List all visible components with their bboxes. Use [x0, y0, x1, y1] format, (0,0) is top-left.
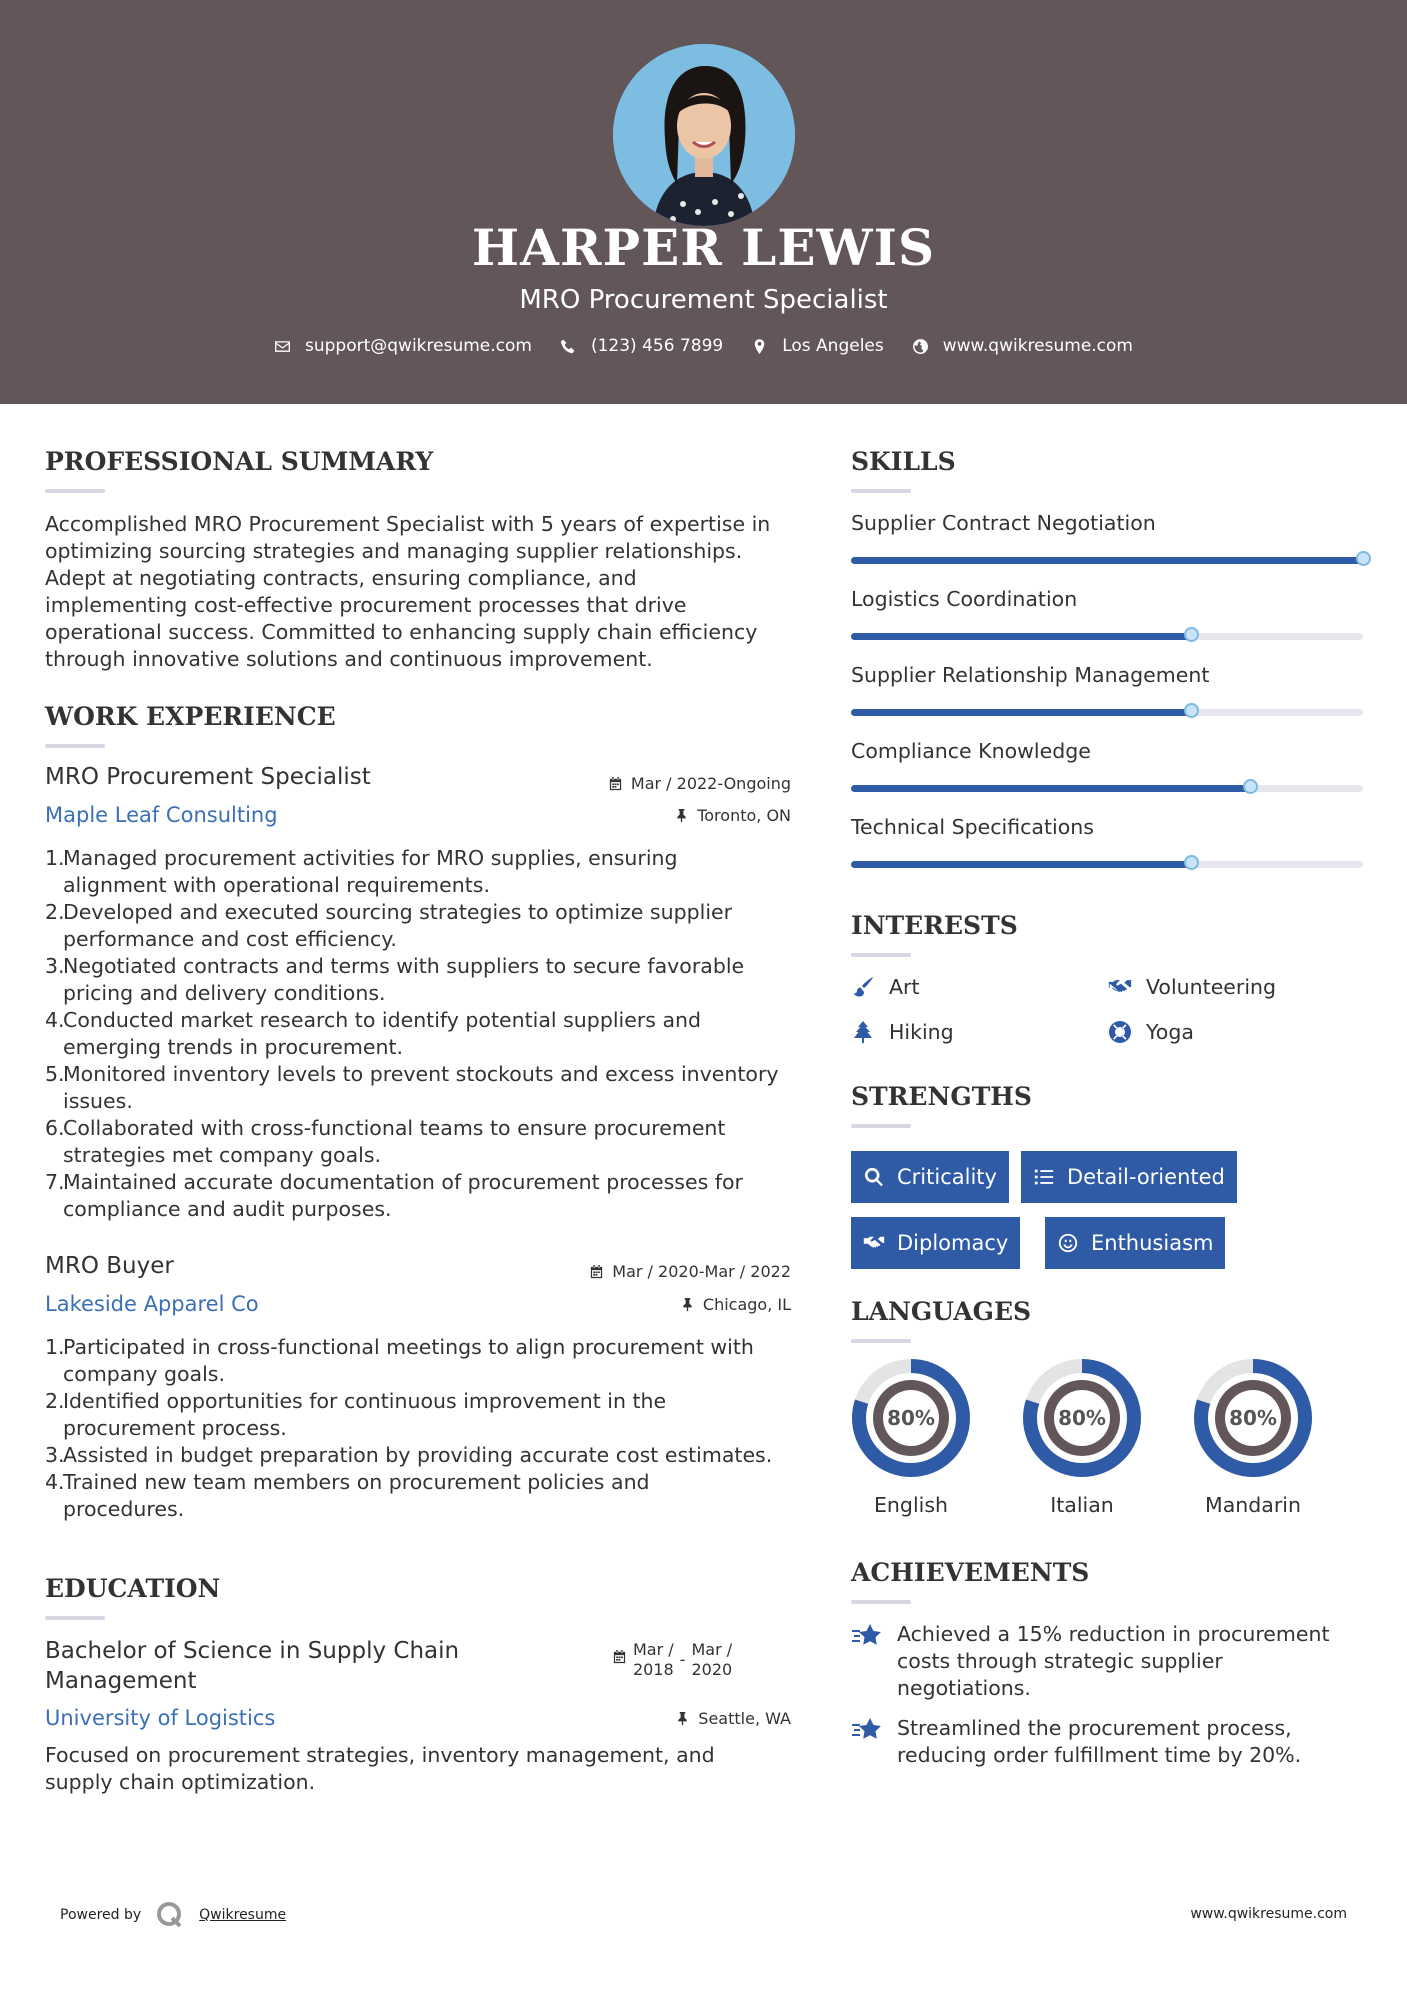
skill-label: Compliance Knowledge	[851, 739, 1091, 763]
experience-heading: WORK EXPERIENCE	[45, 702, 336, 731]
strength-chip: Diplomacy	[851, 1217, 1020, 1269]
summary-line: optimizing sourcing strategies and managing supplier relationships.	[45, 539, 743, 563]
strength-chip: Detail-oriented	[1021, 1151, 1237, 1203]
education-location	[675, 1709, 791, 1728]
globe-icon	[912, 338, 929, 355]
skill-bar	[851, 861, 1363, 868]
language-ring	[1192, 1357, 1314, 1479]
profile-photo	[613, 44, 795, 226]
strength-chip: Criticality	[851, 1151, 1009, 1203]
achievement-text: Streamlined the procurement process, reducing order fulfillment time by 20%.	[897, 1716, 1302, 1767]
achievements-heading: ACHIEVEMENTS	[851, 1558, 1090, 1587]
calendar-icon	[608, 776, 623, 791]
skill-bar-fill	[851, 861, 1191, 868]
job-title: MRO Buyer	[45, 1253, 174, 1279]
phone-icon	[560, 338, 577, 355]
job-title: MRO Procurement Specialist	[45, 764, 371, 790]
duty-item: 5. Monitored inventory levels to prevent stockouts and excess inventory issues.	[45, 1062, 779, 1113]
school-name[interactable]: University of Logistics	[45, 1706, 276, 1730]
strength-chip: Enthusiasm	[1045, 1217, 1225, 1269]
pushpin-icon	[675, 1711, 690, 1726]
education-dates	[612, 1640, 732, 1680]
job-dates-text: Mar / 2020-Mar / 2022	[612, 1262, 791, 1281]
skill-bar-fill	[851, 633, 1191, 640]
website-text: www.qwikresume.com	[942, 336, 1133, 356]
skill-bar	[851, 633, 1363, 640]
duty-item: 4. Trained new team members on procurement policies and procedures.	[45, 1470, 650, 1521]
achievement-text: Achieved a 15% reduction in procurement costs through strategic supplier negotiations.	[897, 1622, 1330, 1700]
company-name[interactable]: Lakeside Apparel Co	[45, 1292, 259, 1316]
job-location-text: Chicago, IL	[702, 1295, 791, 1314]
tree-icon	[851, 1020, 875, 1044]
language-label: Mandarin	[1205, 1493, 1301, 1517]
language-item	[850, 1357, 972, 1517]
calendar-icon	[589, 1264, 604, 1279]
candidate-name: HARPER LEWIS	[471, 218, 936, 277]
footer-website[interactable]: www.qwikresume.com	[1190, 1906, 1347, 1922]
footer-powered-by	[60, 1900, 286, 1930]
star-icon	[851, 1717, 883, 1745]
skill-label: Logistics Coordination	[851, 587, 1078, 611]
handshake-icon	[1108, 975, 1132, 999]
summary-heading: PROFESSIONAL SUMMARY	[45, 447, 434, 476]
job-location	[680, 1295, 791, 1314]
qwikresume-logo-icon	[155, 1900, 185, 1930]
powered-by-text: Powered by	[60, 1907, 142, 1923]
skill-label: Supplier Contract Negotiation	[851, 511, 1156, 535]
duty-list	[45, 1334, 823, 1523]
summary-line: Adept at negotiating contracts, ensuring compliance, and	[45, 566, 637, 590]
map-pin-icon	[751, 338, 768, 355]
skill-bar-fill	[851, 785, 1250, 792]
job-dates	[589, 1262, 791, 1281]
language-percent: 80%	[887, 1406, 935, 1430]
phone-text: (123) 456 7899	[590, 336, 724, 356]
list-icon	[1033, 1166, 1055, 1188]
job-dates	[608, 774, 791, 793]
duty-item: 1. Participated in cross-functional meetings to align procurement with company goals.	[45, 1335, 754, 1386]
education-heading: EDUCATION	[45, 1574, 221, 1603]
language-ring	[850, 1357, 972, 1479]
interest-item: Yoga	[1108, 1020, 1194, 1044]
pushpin-icon	[680, 1297, 695, 1312]
contact-bar	[0, 336, 1407, 356]
skill-bar	[851, 709, 1363, 716]
language-item	[1021, 1357, 1143, 1517]
date-separator: -	[679, 1650, 686, 1669]
duty-item: 7. Maintained accurate documentation of procurement processes for compliance and audit purposes.	[45, 1170, 743, 1221]
interests-underline	[851, 953, 911, 957]
job-location-text: Toronto, ON	[697, 806, 791, 825]
candidate-title: MRO Procurement Specialist	[519, 285, 888, 315]
summary-line: implementing cost-effective procurement processes that drive	[45, 593, 687, 617]
contact-website[interactable]	[912, 336, 1133, 356]
calendar-icon	[612, 1649, 627, 1664]
skill-bar-knob	[1184, 627, 1199, 642]
skill-bar-knob	[1243, 779, 1258, 794]
contact-email[interactable]	[274, 336, 532, 356]
company-name[interactable]: Maple Leaf Consulting	[45, 803, 278, 827]
duty-item: 4. Conducted market research to identify potential suppliers and emerging trends in procurement.	[45, 1008, 702, 1059]
lifering-icon	[1108, 1020, 1132, 1044]
languages-heading: LANGUAGES	[851, 1297, 1032, 1326]
interests-heading: INTERESTS	[851, 911, 1018, 940]
handshake-icon	[863, 1232, 885, 1254]
email-text: support@qwikresume.com	[305, 336, 532, 356]
location-text: Los Angeles	[782, 336, 884, 356]
degree-title: Bachelor of Science in Supply Chain Management	[45, 1638, 460, 1694]
achievement-item	[851, 1621, 1351, 1702]
skills-underline	[851, 489, 911, 493]
pushpin-icon	[674, 808, 689, 823]
duty-item: 6. Collaborated with cross-functional teams to ensure procurement strategies met company goals.	[45, 1116, 726, 1167]
interest-item: Art	[851, 975, 920, 999]
summary-underline	[45, 489, 105, 493]
duty-item: 2. Developed and executed sourcing strategies to optimize supplier performance and cost efficiency.	[45, 900, 733, 951]
smile-icon	[1057, 1232, 1079, 1254]
contact-location	[751, 336, 884, 356]
skill-bar	[851, 557, 1363, 564]
achievements-underline	[851, 1600, 911, 1604]
skill-bar	[851, 785, 1363, 792]
paintbrush-icon	[851, 975, 875, 999]
achievement-item	[851, 1715, 1351, 1769]
star-icon	[851, 1623, 883, 1651]
summary-text	[45, 511, 805, 673]
summary-line: operational success. Committed to enhancing supply chain efficiency	[45, 620, 758, 644]
skill-bar-fill	[851, 557, 1363, 564]
language-label: Italian	[1050, 1493, 1114, 1517]
duty-item: 1. Managed procurement activities for MRO supplies, ensuring alignment with operational requirements.	[45, 846, 678, 897]
language-ring	[1021, 1357, 1143, 1479]
skill-bar-knob	[1184, 703, 1199, 718]
duty-list	[45, 845, 823, 1223]
strengths-underline	[851, 1124, 911, 1128]
search-icon	[863, 1166, 885, 1188]
skill-bar-knob	[1356, 551, 1371, 566]
duty-item: 2. Identified opportunities for continuous improvement in the procurement process.	[45, 1389, 667, 1440]
education-end: Mar / 2020	[691, 1640, 733, 1679]
skill-bar-knob	[1184, 855, 1199, 870]
education-description: Focused on procurement strategies, inventory management, and supply chain optimization.	[45, 1743, 715, 1794]
languages-underline	[851, 1339, 911, 1343]
job-location	[674, 806, 791, 825]
education-underline	[45, 1616, 105, 1620]
job-dates-text: Mar / 2022-Ongoing	[630, 774, 791, 793]
strengths-heading: STRENGTHS	[851, 1082, 1032, 1111]
education-start: Mar / 2018	[633, 1640, 674, 1679]
brand-link[interactable]: Qwikresume	[199, 1907, 287, 1923]
education-location-text: Seattle, WA	[698, 1709, 791, 1728]
resume-header	[0, 0, 1407, 404]
summary-line: Accomplished MRO Procurement Specialist with 5 years of expertise in	[45, 512, 771, 536]
summary-line: through innovative solutions and continuous improvement.	[45, 647, 653, 671]
duty-item: 3. Assisted in budget preparation by providing accurate cost estimates.	[45, 1443, 773, 1467]
skill-label: Technical Specifications	[851, 815, 1094, 839]
language-percent: 80%	[1229, 1406, 1277, 1430]
skill-bar-fill	[851, 709, 1191, 716]
contact-phone[interactable]	[560, 336, 723, 356]
envelope-icon	[274, 338, 291, 355]
language-item	[1192, 1357, 1314, 1517]
language-label: English	[873, 1493, 949, 1517]
skill-label: Supplier Relationship Management	[851, 663, 1210, 687]
interest-item: Hiking	[851, 1020, 954, 1044]
language-percent: 80%	[1058, 1406, 1106, 1430]
experience-underline	[45, 744, 105, 748]
duty-item: 3. Negotiated contracts and terms with suppliers to secure favorable pricing and delivery conditions.	[45, 954, 745, 1005]
interest-item: Volunteering	[1108, 975, 1276, 999]
skills-heading: SKILLS	[851, 447, 956, 476]
